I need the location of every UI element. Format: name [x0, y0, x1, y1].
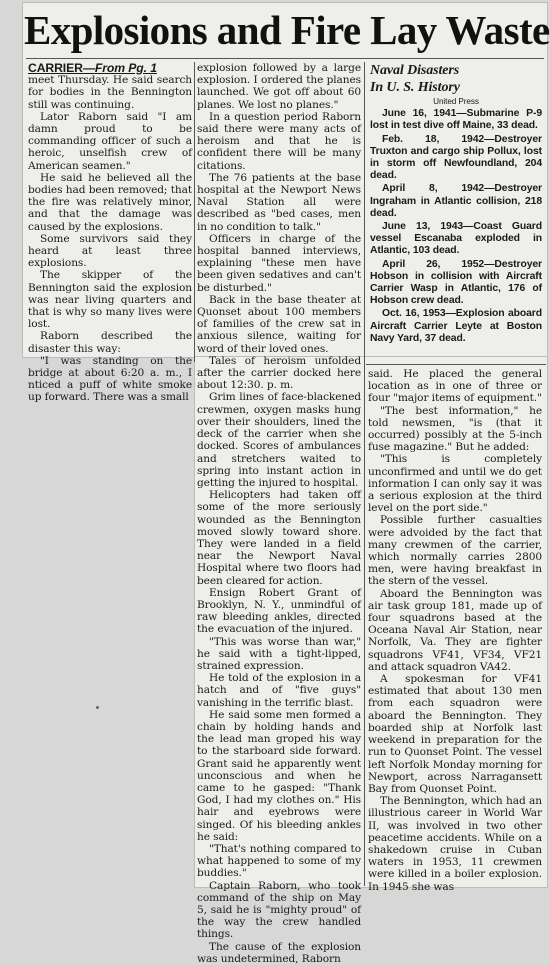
col2-paragraph: Ensign Robert Grant of Brooklyn, N. Y., unmindful of raw bleeding ankles, directed the evacuation of the injured. — [197, 586, 361, 636]
col2-paragraph: Captain Raborn, who took command of the ship on May 5, said he is "mighty proud" of the way the crew handled things. — [197, 879, 361, 941]
sidebar-title-line1: Naval Disasters — [370, 63, 460, 78]
disaster-entry: April 8, 1942—Destroyer Ingraham in Atlantic collision, 218 dead. — [370, 183, 542, 219]
col3-paragraph: "The best information," he told newsmen, "is (that it occurred) possibly at the 5-inch fuse magazine." But he added: — [368, 404, 542, 454]
col2-paragraph: "That's nothing compared to what happened to some of my buddies." — [197, 843, 361, 880]
article-headline: Explosions and Fire Lay Waste — [24, 7, 550, 53]
col1-paragraph: "I was standing on the bridge at about 6:20 a. m., I nticed a puff of white smoke up forward. There was a small — [28, 354, 192, 404]
col1-paragraph: Lator Raborn said "I am damn proud to be commanding officer of such a heroic, unselfish crew of American seamen." — [28, 110, 192, 172]
sidebar-bottom-rule — [366, 364, 546, 365]
col2-paragraph: In a question period Raborn said there were many acts of heroism and that he is confident there will be many citations. — [197, 110, 361, 172]
col1-paragraph: Some survivors said they heard at least three explosions. — [28, 232, 192, 270]
kicker-page-ref: From Pg. 1 — [94, 61, 157, 75]
naval-disasters-sidebar — [370, 62, 542, 362]
col1-paragraph: The skipper of the Bennington said the explosion was near living quarters and that is why so many lives were lost. — [28, 269, 192, 331]
kicker-label: CARRIER— — [28, 61, 95, 75]
article-column-2 — [197, 62, 361, 965]
col2-paragraph: He said some men formed a chain by holding hands and the lead man groped his way to the starboard side forward. Grant said he apparently went unconscious and when he came to he gasped: "Thank God, I had my clothes on." His hair and eyebrows were singed. Of his bleeding ankles he said: — [197, 708, 361, 843]
sidebar-entries — [370, 108, 542, 345]
sidebar-title-line2: In U. S. History — [370, 80, 460, 95]
col1-paragraph: meet Thursday. He said search for bodies in the Bennington still was continuing. — [28, 74, 192, 111]
column-rule-1 — [194, 62, 195, 362]
col3-paragraph: A spokesman for VF41 estimated that about 130 men from each squadron were aboard the Bennington. They boarded ship at Norfolk last weekend in preparation for the run to Quonset Point. The vessel left Norfolk Monday morning for Newport, across Narragansett Bay from Quonset Point. — [368, 673, 542, 795]
col2-paragraph: Back in the base theater at Quonset about 100 members of families of the crew sat in anxious silence, waiting for word of their loved ones. — [197, 293, 361, 355]
col1-paragraph: He said he believed all the bodies had been removed; that the fire was relatively minor, and that the damage was caused by the explosions. — [28, 171, 192, 233]
col2-paragraph: Grim lines of face-blackened crewmen, oxygen masks hung over their shoulders, lined the deck of the carrier when she docked. Scores of ambulances and stretchers waited to spring into instant action in getting the injured to hospital. — [197, 391, 361, 489]
col2-paragraph: "This was worse than war," he said with a tight-lipped, strained expression. — [197, 635, 361, 672]
disaster-entry: June 13, 1943—Coast Guard vessel Escanaba exploded in Atlantic, 103 dead. — [370, 221, 542, 257]
disaster-entry: April 26, 1952—Destroyer Hobson in collision with Aircraft Carrier Wasp in Atlantic, 176 of Hobson crew dead. — [370, 258, 542, 307]
sidebar-credit: United Press — [433, 97, 479, 106]
headline-rule — [26, 58, 544, 59]
disaster-entry: Feb. 18, 1942—Destroyer Truxton and cargo ship Pollux, lost in storm off Newfoundland, 204 dead. — [370, 133, 542, 182]
col3-paragraph: Possible further casualties were advoided by the fact that many crewmen of the carrier, which normally carries 2800 men, were having breakfast in the stern of the vessel. — [368, 514, 542, 588]
column-rule-2 — [364, 62, 365, 886]
col3-paragraph: said. He placed the general location as in one of three or four "major items of equipment." — [368, 368, 542, 405]
col3-paragraph: Aboard the Bennington was air task group 181, made up of four squadrons based at the Oceana Naval Air Station, near Norfolk, Va. They are fighter squadrons VF41, VF34, VF21 and attack squadron VA42. — [368, 587, 542, 673]
article-column-1 — [28, 61, 192, 404]
col2-paragraph: Officers in charge of the hospital banned interviews, explaining "these men have been given sedatives and can't be disturbed." — [197, 232, 361, 294]
disaster-entry: Oct. 16, 1953—Explosion aboard Aircraft Carrier Leyte at Boston Navy Yard, 37 dead. — [370, 308, 542, 344]
col3-paragraph: "This is completely unconfirmed and until we do get information I can only say it was a serious explosion at the third level on the port side." — [368, 453, 542, 515]
col2-paragraph: Tales of heroism unfolded after the carrier docked here about 12:30. p. m. — [197, 354, 361, 392]
col2-paragraph: Helicopters had taken off some of the more seriously wounded as the Bennington moved slowly toward shore. They were landed in a field near the Newport Naval Hospital where two floors had been cleared for action. — [197, 489, 361, 587]
col2-paragraph: The cause of the explosion was undetermined, Raborn — [197, 940, 361, 965]
disaster-entry: June 16, 1941—Submarine P-9 lost in test dive off Maine, 33 dead. — [370, 108, 542, 132]
col3-paragraph: The Bennington, which had an illustrious career in World War II, was involved in two other peacetime accidents. While on a shakedown cruise in Cuban waters in 1953, 11 crewmen were killed in a boiler explosion. In 1945 she was — [368, 795, 542, 893]
col1-paragraph: Raborn described the disaster this way: — [28, 330, 192, 355]
col2-paragraph: explosion followed by a large explosion. I ordered the planes launched. We got off about 60 planes. We lost no planes." — [197, 62, 361, 111]
col2-paragraph: The 76 patients at the base hospital at the Newport News Naval Station all were described as "bed cases, men in no condition to talk." — [197, 171, 361, 233]
col2-paragraph: He told of the explosion in a hatch and of "five guys" vanishing in the terrific blast. — [197, 672, 361, 709]
continuation-kicker — [28, 62, 192, 74]
scan-speck — [96, 706, 99, 709]
article-column-3 — [368, 368, 542, 893]
